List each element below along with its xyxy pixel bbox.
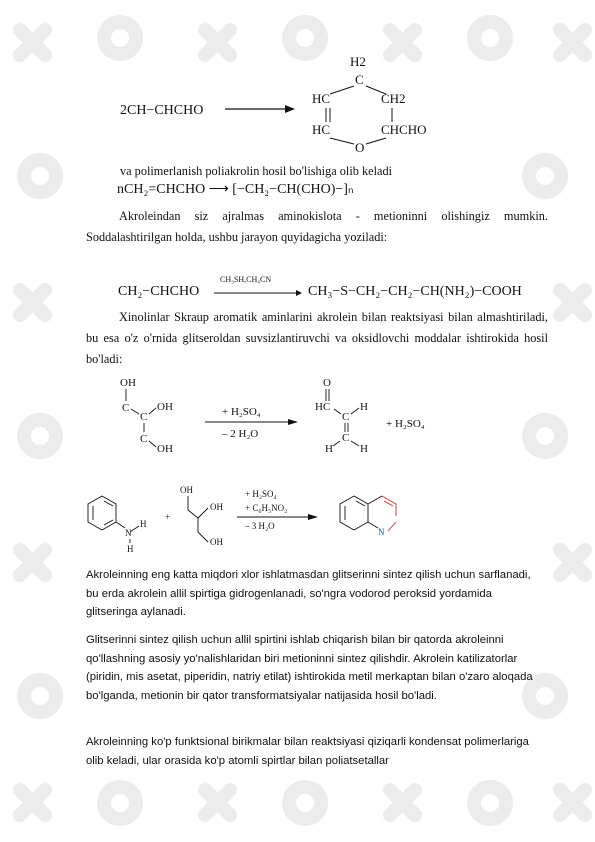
prod-o: O	[323, 377, 331, 389]
skraup-oh2: OH	[210, 502, 223, 512]
aniline-ring	[88, 496, 125, 530]
paragraph-methionine-synthesis: Glitserinni sintez qilish uchun allil spirtini ishlab chiqarish bilan bir qatorda akroleinni qo'llashning asosiy yo'nalishlaridan biri metioninni sintez qilishdir. Akrolein katilizatorlar (piridin, mis asetat, piperidin, natriy etilat) ishtirokida metil merkaptan bilan o'zaro aloqada bo'lganda, metionin bir qator transformatsiyalar natijasida hosil bo'ladi.	[86, 634, 533, 702]
aniline-n: N	[125, 528, 132, 538]
skraup-plus: +	[165, 512, 171, 522]
gly-c1: C	[122, 402, 130, 414]
gly-plus-h2so4: + H₂SO₄	[222, 406, 261, 418]
prod-hc: HC	[315, 401, 331, 413]
ring-bottom-o: O	[355, 140, 365, 155]
gly-arrow-head	[288, 419, 298, 425]
skraup-reagent3: – 3 H₂O	[245, 521, 275, 531]
gly-c3: C	[140, 433, 148, 445]
reaction-arrow-head	[285, 105, 295, 113]
reactant-formula: 2CH−CHCHO	[120, 103, 204, 118]
skraup-oh1: OH	[180, 485, 193, 495]
paragraph-polyacetals: Akroleinning ko'p funktsional birikmalar bilan reaktsiyasi qiziqarli kondensat polimerlariga olib keladi, ular orasida ko'p atomli spirtlar bilan poliatsetallar	[86, 736, 529, 767]
skraup-oh3: OH	[210, 537, 223, 547]
gly-oh1: OH	[120, 377, 136, 389]
paragraph-polymerization: va polimerlanish poliakrolin hosil bo'lishiga olib keladi	[120, 164, 393, 178]
prod-h3: H	[360, 443, 368, 455]
ring-top-h2: H2	[350, 54, 366, 69]
aniline-h1: H	[140, 519, 147, 529]
methionine-reagent: CH₃SH,CH₄CN	[220, 275, 272, 284]
reaction-glycerol-dehydration	[110, 374, 450, 460]
methionine-equation	[118, 275, 568, 308]
ring-right-bottom: CHCHO	[381, 122, 427, 137]
quinoline-n: N	[378, 527, 385, 537]
reaction-skraup	[82, 482, 412, 557]
ring-right-top: CH2	[381, 91, 406, 106]
ring-left-bottom: HC	[312, 122, 331, 137]
prod-h2: H	[325, 443, 333, 455]
ring-top-c: C	[355, 72, 364, 87]
skraup-reagent2: + C₆H₅NO₂	[245, 503, 288, 513]
gly-c2: C	[140, 411, 148, 423]
quinoline-ring	[340, 496, 382, 530]
prod-c2: C	[342, 411, 350, 423]
quinoline-new-bonds	[382, 496, 396, 531]
skraup-arrow-head	[308, 514, 318, 520]
methionine-arrow	[214, 289, 304, 297]
gly-oh3: OH	[157, 443, 173, 455]
gly-byproduct: + H₂SO₄	[386, 418, 425, 430]
reaction-dimerization	[110, 52, 450, 157]
skraup-reagent1: + H₂SO₄	[245, 489, 277, 499]
paragraph-methionine-intro: Akroleindan siz ajralmas aminokislota - metioninni olishingiz mumkin. Soddalashtirilgan holda, ushbu jarayon quyidagicha yoziladi:	[86, 209, 548, 244]
paragraph-glycerin-synthesis: Akroleinning eng katta miqdori xlor ishlatmasdan glitserinni sintez qilish uchun sarflanadi, bu erda akrolein allil spirtiga gidrogenlanadi, so'ngra vodorod peroksid yordamida glitseringa aylanadi.	[86, 569, 531, 618]
gly-oh2: OH	[157, 401, 173, 413]
methionine-reactant: CH₂−CHCHO	[118, 284, 200, 299]
gly-minus-water: – 2 H₂O	[222, 428, 259, 440]
ring-left-top: HC	[312, 91, 331, 106]
methionine-product: CH₃−S−CH₂−CH₂−CH(NH₂)−COOH	[308, 284, 522, 299]
polymer-equation: nCH₂=CHCHO ⟶ [−CH₂−CH(CHO)−]ₙ	[117, 182, 354, 197]
paragraph-skraup-intro: Xinolinlar Skraup aromatik aminlarini akrolein bilan reaktsiyasi bilan almashtiriladi, bu esa o'z o'rnida glitseroldan suvsizlantiruvchi va oksidlovchi moddalar ishtirokida hosil bo'ladi:	[86, 310, 548, 366]
aniline-h2: H	[127, 544, 134, 554]
prod-c3: C	[342, 432, 350, 444]
prod-h1: H	[360, 401, 368, 413]
